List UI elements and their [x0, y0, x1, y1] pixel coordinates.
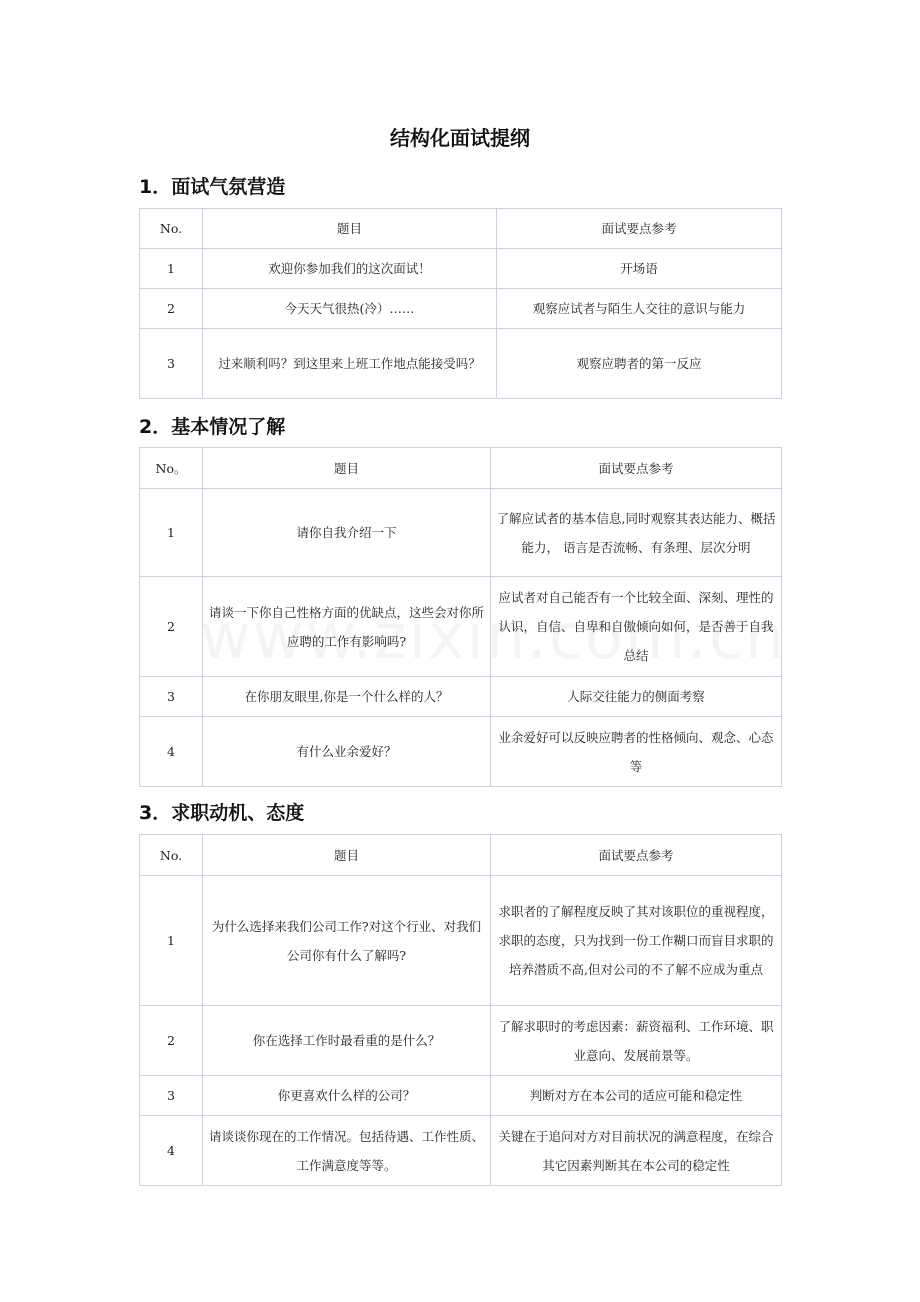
table-row — [140, 329, 782, 399]
row-reference: 观察应试者与陌生人交往的意识与能力 — [497, 289, 782, 329]
section-heading-atmosphere: 1．面试气氛营造 — [139, 176, 286, 198]
row-reference: 求职者的了解程度反映了其对该职位的重视程度，求职的态度，只为找到一份工作糊口而盲目求职的培养潜质不高,但对公司的不了解不应成为重点 — [491, 876, 782, 1006]
row-reference: 开场语 — [497, 249, 782, 289]
table-row — [140, 717, 782, 787]
table-atmosphere — [139, 208, 782, 399]
row-no: 1 — [140, 249, 203, 289]
table-row — [140, 577, 782, 677]
header-no: No. — [140, 835, 203, 876]
header-reference: 面试要点参考 — [491, 835, 782, 876]
row-reference: 判断对方在本公司的适应可能和稳定性 — [491, 1076, 782, 1116]
row-question: 在你朋友眼里,你是一个什么样的人？ — [203, 677, 491, 717]
row-question: 为什么选择来我们公司工作?对这个行业、对我们公司你有什么了解吗? — [203, 876, 491, 1006]
row-no: 3 — [140, 329, 203, 399]
table-row — [140, 1076, 782, 1116]
header-question: 题目 — [203, 209, 497, 249]
table-header-row — [140, 448, 782, 489]
table-background — [139, 447, 782, 787]
row-question: 请谈一下你自己性格方面的优缺点，这些会对你所应聘的工作有影响吗? — [203, 577, 491, 677]
row-reference: 了解求职时的考虑因素：薪资福利、工作环境、职业意向、发展前景等。 — [491, 1006, 782, 1076]
row-question: 你在选择工作时最看重的是什么？ — [203, 1006, 491, 1076]
header-question: 题目 — [203, 448, 491, 489]
row-reference: 了解应试者的基本信息,同时观察其表达能力、概括能力， 语言是否流畅、有条理、层次分明 — [491, 489, 782, 577]
row-reference: 应试者对自己能否有一个比较全面、深刻、理性的认识，自信、自卑和自傲倾向如何，是否善于自我总结 — [491, 577, 782, 677]
row-no: 4 — [140, 1116, 203, 1186]
table-row — [140, 1006, 782, 1076]
table-row — [140, 677, 782, 717]
row-question: 请你自我介绍一下 — [203, 489, 491, 577]
page-title: 结构化面试提纲 — [390, 126, 530, 150]
table-row — [140, 1116, 782, 1186]
row-no: 2 — [140, 289, 203, 329]
row-reference: 人际交往能力的侧面考察 — [491, 677, 782, 717]
header-reference: 面试要点参考 — [497, 209, 782, 249]
header-reference: 面试要点参考 — [491, 448, 782, 489]
row-no: 2 — [140, 1006, 203, 1076]
section-heading-background: 2．基本情况了解 — [139, 416, 286, 438]
row-question: 过来顺利吗？到这里来上班工作地点能接受吗？ — [203, 329, 497, 399]
row-question: 请谈谈你现在的工作情况。包括待遇、工作性质、工作满意度等等。 — [203, 1116, 491, 1186]
header-question: 题目 — [203, 835, 491, 876]
row-no: 1 — [140, 876, 203, 1006]
row-question: 今天天气很热(冷）…… — [203, 289, 497, 329]
row-question: 欢迎你参加我们的这次面试！ — [203, 249, 497, 289]
row-no: 2 — [140, 577, 203, 677]
row-reference: 观察应聘者的第一反应 — [497, 329, 782, 399]
row-no: 3 — [140, 677, 203, 717]
row-question: 有什么业余爱好？ — [203, 717, 491, 787]
table-motivation — [139, 834, 782, 1186]
row-no: 4 — [140, 717, 203, 787]
header-no: No. — [140, 209, 203, 249]
row-question: 你更喜欢什么样的公司？ — [203, 1076, 491, 1116]
table-row — [140, 249, 782, 289]
row-reference: 关键在于追问对方对目前状况的满意程度，在综合其它因素判断其在本公司的稳定性 — [491, 1116, 782, 1186]
table-row — [140, 489, 782, 577]
row-no: 1 — [140, 489, 203, 577]
table-header-row — [140, 209, 782, 249]
header-no: No。 — [140, 448, 203, 489]
row-no: 3 — [140, 1076, 203, 1116]
table-header-row — [140, 835, 782, 876]
row-reference: 业余爱好可以反映应聘者的性格倾向、观念、心态等 — [491, 717, 782, 787]
table-row — [140, 289, 782, 329]
table-row — [140, 876, 782, 1006]
section-heading-motivation: 3．求职动机、态度 — [139, 802, 305, 824]
